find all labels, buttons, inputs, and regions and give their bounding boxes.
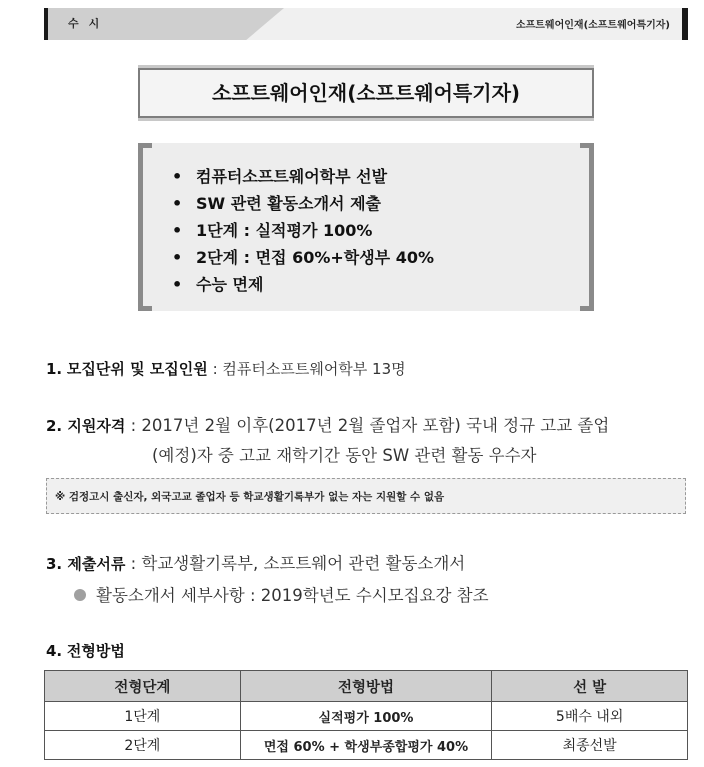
bullet-icon: • xyxy=(172,167,183,186)
section-text: : 학교생활기록부, 소프트웨어 관련 활동소개서 xyxy=(130,554,466,573)
note-text: ※ 검정고시 출신자, 외국고교 졸업자 등 학교생활기록부가 없는 자는 지원할 수 없음 xyxy=(55,491,445,503)
summary-item: • 수능 면제 xyxy=(172,271,434,298)
section-heading: 모집단위 및 모집인원 xyxy=(66,360,208,378)
summary-box xyxy=(138,143,594,311)
summary-item: • 2단계 : 면접 60%+학생부 40% xyxy=(172,244,434,271)
table-header-cell: 전형단계 xyxy=(45,671,241,702)
header-section-label: 수시 xyxy=(68,17,110,30)
documents-sub-item xyxy=(74,582,489,606)
section-recruitment xyxy=(46,358,406,379)
corner-bottom-left-h xyxy=(138,306,152,311)
table-cell: 면접 60% + 학생부종합평가 40% xyxy=(240,731,492,760)
page-title: 소프트웨어인재(소프트웨어특기자) xyxy=(211,81,521,105)
corner-bottom-right-h xyxy=(580,306,594,311)
table-header-cell: 선 발 xyxy=(492,671,688,702)
bullet-icon: • xyxy=(172,275,183,294)
table-cell: 5배수 내외 xyxy=(492,702,688,731)
section-eligibility xyxy=(46,412,609,436)
section-number: 2. xyxy=(46,417,63,435)
table-cell: 2단계 xyxy=(45,731,241,760)
title-box xyxy=(138,68,594,118)
header-right-bar xyxy=(682,8,688,40)
section-number: 4. xyxy=(46,642,63,660)
bullet-icon: • xyxy=(172,194,183,213)
bullet-icon: • xyxy=(172,221,183,240)
summary-item: • SW 관련 활동소개서 제출 xyxy=(172,190,434,217)
section-eligibility-line2: (예정)자 중 고교 재학기간 동안 SW 관련 활동 우수자 xyxy=(152,446,537,465)
section-heading: 지원자격 xyxy=(67,417,126,435)
bullet-icon: • xyxy=(172,248,183,267)
sub-item-text: 활동소개서 세부사항 : 2019학년도 수시모집요강 참조 xyxy=(96,586,489,605)
table-row xyxy=(45,731,688,760)
section-number: 1. xyxy=(46,360,63,378)
table-cell: 실적평가 100% xyxy=(240,702,492,731)
table-row xyxy=(45,702,688,731)
note-box xyxy=(46,478,686,514)
section-text-line1: : 2017년 2월 이후(2017년 2월 졸업자 포함) 국내 정규 고교 졸업 xyxy=(130,416,610,435)
frame-left xyxy=(138,143,143,311)
section-number: 3. xyxy=(46,555,63,573)
summary-item: • 1단계 : 실적평가 100% xyxy=(172,217,434,244)
circle-bullet-icon xyxy=(74,589,86,601)
section-documents xyxy=(46,550,465,574)
section-heading: 전형방법 xyxy=(66,642,125,660)
table-cell: 최종선발 xyxy=(492,731,688,760)
section-selection-method xyxy=(46,640,125,661)
selection-table xyxy=(44,670,688,760)
table-cell: 1단계 xyxy=(45,702,241,731)
section-heading: 제출서류 xyxy=(67,555,126,573)
summary-list xyxy=(172,163,434,298)
table-header-row xyxy=(45,671,688,702)
page-header xyxy=(44,8,688,40)
table-header-cell: 전형방법 xyxy=(240,671,492,702)
section-text: : 컴퓨터소프트웨어학부 13명 xyxy=(212,360,406,378)
frame-right xyxy=(589,143,594,311)
header-doc-title: 소프트웨어인재(소프트웨어특기자) xyxy=(515,20,670,31)
header-left-bar xyxy=(44,8,48,40)
summary-item: • 컴퓨터소프트웨어학부 선발 xyxy=(172,163,434,190)
